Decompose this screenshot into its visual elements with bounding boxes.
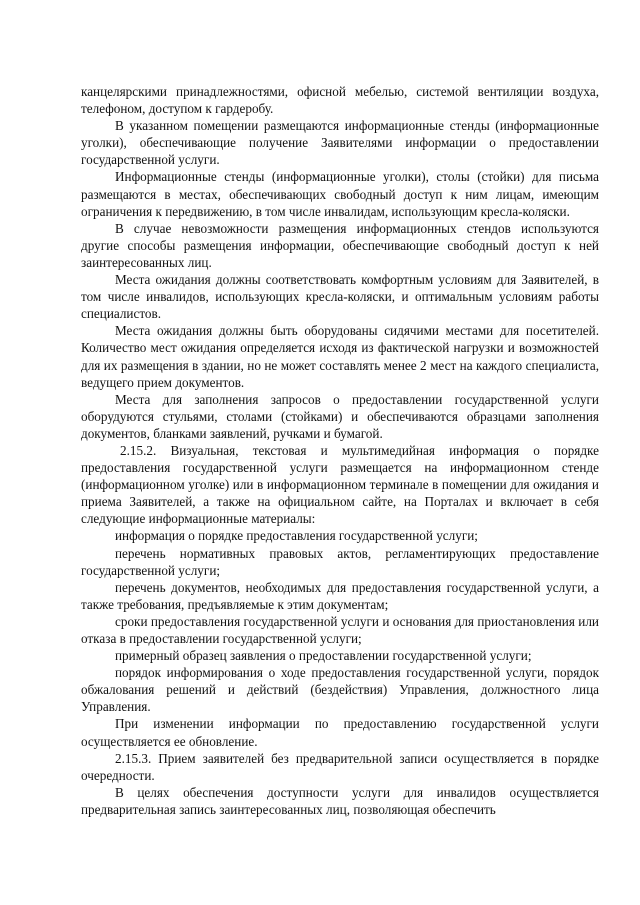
paragraph-stands-accessibility: Информационные стенды (информационные уголки), столы (стойки) для письма размещаются в местах, обеспечивающих свободный доступ к ним лицам, имеющим ограничения к передвижению, в том числе инвалидам, использующим кресла-коляски. [81,169,599,219]
list-item-informing-appeal: порядок информирования о ходе предоставления государственной услуги, порядок обжалования решений и действий (бездействия) Управления, должностного лица Управления. [81,665,599,715]
paragraph-waiting-comfort: Места ожидания должны соответствовать комфортным условиям для Заявителей, в том числе инвалидов, использующих кресла-коляски, и оптимальным условиям работы специалистов. [81,272,599,322]
list-item-legal-acts: перечень нормативных правовых актов, регламентирующих предоставление государственной услуги; [81,545,599,578]
list-item-deadlines-grounds: сроки предоставления государственной услуги и основания для приостановления или отказа в предоставлении государственной услуги; [81,613,599,646]
paragraph-disabled-preregistration: В целях обеспечения доступности услуги для инвалидов осуществляется предварительная запись заинтересованных лиц, позволяющая обеспечить [81,784,599,817]
paragraph-info-stands-placement: В указанном помещении размещаются информационные стенды (информационные уголки), обеспечивающие получение Заявителями информации о предоставлении государственной услуги. [81,118,599,168]
paragraph-continuation: канцелярскими принадлежностями, офисной мебелью, системой вентиляции воздуха, телефоном, доступом к гардеробу. [81,84,599,117]
document-page [81,83,599,818]
paragraph-waiting-seats: Места ожидания должны быть оборудованы сидячими местами для посетителей. Количество мест ожидания определяется исходя из фактической нагрузки и возможностей для их размещения в здании, но не может составлять менее 2 мест на каждого специалиста, ведущего прием документов. [81,323,599,390]
list-item-documents-list: перечень документов, необходимых для предоставления государственной услуги, а также требования, предъявляемые к этим документам; [81,579,599,612]
paragraph-2-15-2: 2.15.2. Визуальная, текстовая и мультимедийная информация о порядке предоставления государственной услуги размещается на информационном стенде (информационном уголке) или в информационном терминале в помещении для ожидания и приема Заявителей, а также на официальном сайте, на Порталах и включает в себя следующие информационные материалы: [81,442,599,527]
list-item-sample-application: примерный образец заявления о предоставлении государственной услуги; [115,648,532,664]
list-item-procedure-info: информация о порядке предоставления государственной услуги; [115,528,478,544]
paragraph-request-filling: Места для заполнения запросов о предоставлении государственной услуги оборудуются стульями, столами (стойками) и обеспечиваются образцами заполнения документов, бланками заявлений, ручками и бумагой. [81,391,599,441]
paragraph-info-update: При изменении информации по предоставлению государственной услуги осуществляется ее обновление. [81,716,599,749]
paragraph-alternative-info: В случае невозможности размещения информационных стендов используются другие способы размещения информации, обеспечивающие свободный доступ к ней заинтересованных лиц. [81,220,599,270]
paragraph-2-15-3: 2.15.3. Прием заявителей без предварительной записи осуществляется в порядке очередности. [81,750,599,783]
